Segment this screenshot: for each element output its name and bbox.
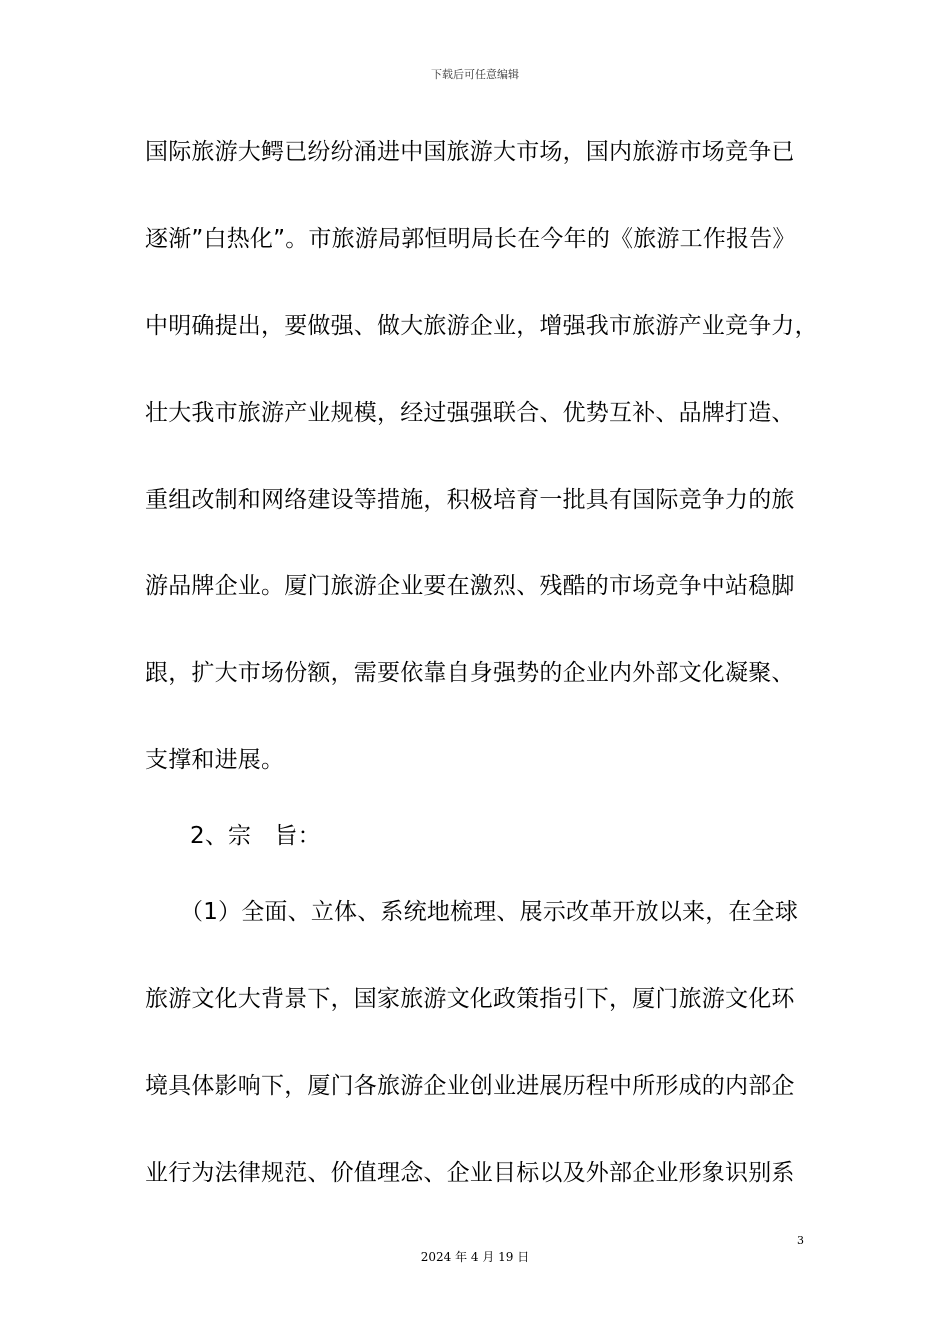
page-number: 3 [797,1234,804,1247]
body-line-5: 重组改制和网络建设等措施，积极培育一批具有国际竞争力的旅 [145,487,795,513]
body-line-12: 境具体影响下，厦门各旅游企业创业进展历程中所形成的内部企 [145,1073,795,1099]
body-line-3: 中明确提出，要做强、做大旅游企业，增强我市旅游产业竞争力， [145,313,818,339]
section-heading: 2、宗 旨： [190,823,321,849]
body-line-8: 支撑和进展。 [145,747,285,773]
body-line-6: 游品牌企业。厦门旅游企业要在激烈、残酷的市场竞争中站稳脚 [145,573,795,599]
body-line-10: （1）全面、立体、系统地梳理、展示改革开放以来，在全球 [180,899,799,925]
body-line-1: 国际旅游大鳄已纷纷涌进中国旅游大市场，国内旅游市场竞争已 [145,139,795,165]
body-line-4: 壮大我市旅游产业规模，经过强强联合、优势互补、品牌打造、 [145,400,795,426]
header-note: 下载后可任意编辑 [431,68,519,81]
footer-date: 2024 年 4 月 19 日 [420,1250,530,1264]
body-line-11: 旅游文化大背景下，国家旅游文化政策指引下，厦门旅游文化环 [145,986,795,1012]
body-line-7: 跟，扩大市场份额，需要依靠自身强势的企业内外部文化凝聚、 [145,660,795,686]
body-line-2: 逐渐”白热化”。市旅游局郭恒明局长在今年的《旅游工作报告》 [145,226,796,252]
body-line-13: 业行为法律规范、价值理念、企业目标以及外部企业形象识别系 [145,1160,795,1186]
